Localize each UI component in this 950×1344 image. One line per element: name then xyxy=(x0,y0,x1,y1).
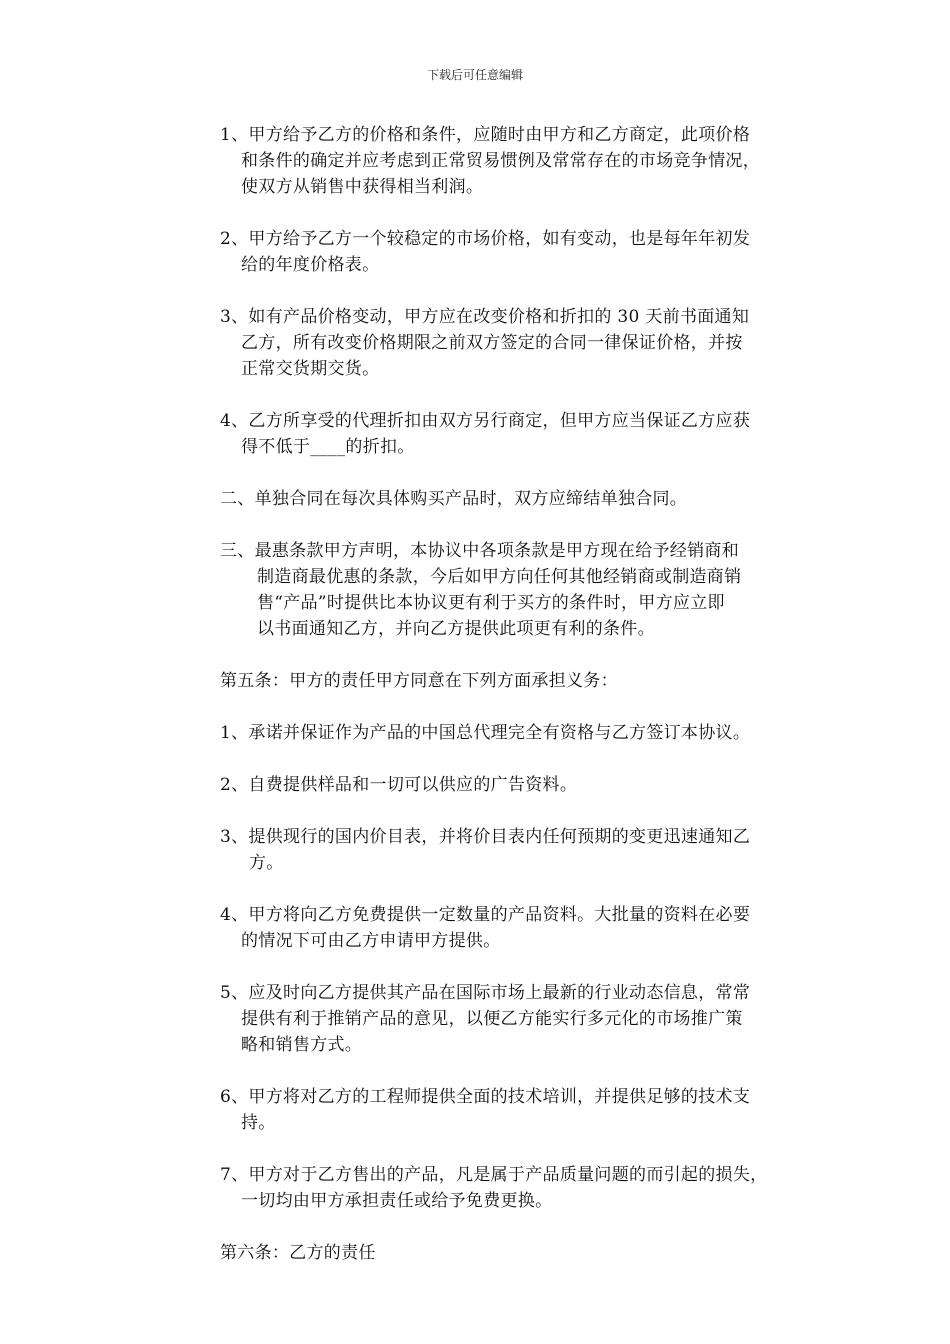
text-line: 4、乙方所享受的代理折扣由双方另行商定，但甲方应当保证乙方应获 xyxy=(220,411,751,431)
text-line: 得不低于____的折扣。 xyxy=(241,437,415,457)
text-line: 持。 xyxy=(241,1113,276,1133)
text-line: 三、最惠条款甲方声明，本协议中各项条款是甲方现在给予经销商和 xyxy=(220,541,739,561)
duty-item-5 xyxy=(220,980,820,1058)
text-line: 5、应及时向乙方提供其产品在国际市场上最新的行业动态信息，常常 xyxy=(220,983,751,1003)
duty-item-3 xyxy=(220,824,820,876)
text-line: 1、承诺并保证作为产品的中国总代理完全有资格与乙方签订本协议。 xyxy=(220,723,751,743)
text-line: 4、甲方将向乙方免费提供一定数量的产品资料。大批量的资料在必要 xyxy=(220,905,751,925)
text-line: 方。 xyxy=(249,853,284,873)
text-line: 3、如有产品价格变动，甲方应在改变价格和折扣的 30 天前书面通知 xyxy=(220,307,750,327)
text-line: 二、单独合同在每次具体购买产品时，双方应缔结单独合同。 xyxy=(220,489,688,509)
text-line: 一切均由甲方承担责任或给予免费更换。 xyxy=(241,1191,553,1211)
clause-most-favored xyxy=(220,538,820,642)
article-five-heading xyxy=(220,668,820,694)
duty-item-1 xyxy=(220,720,820,746)
text-line: 制造商最优惠的条款，今后如甲方向任何其他经销商或制造商销 xyxy=(257,567,742,587)
text-line: 乙方，所有改变价格期限之前双方签定的合同一律保证价格，并按 xyxy=(241,333,743,353)
duty-item-2 xyxy=(220,772,820,798)
text-line: 2、甲方给予乙方一个较稳定的市场价格，如有变动，也是每年年初发 xyxy=(220,229,751,249)
text-line: 2、自费提供样品和一切可以供应的广告资料。 xyxy=(220,775,578,795)
text-line: 给的年度价格表。 xyxy=(241,255,380,275)
text-line: 和条件的确定并应考虑到正常贸易惯例及常常存在的市场竞争情况， xyxy=(241,151,760,171)
clause-price-change xyxy=(220,304,820,382)
text-line: 3、提供现行的国内价目表，并将价目表内任何预期的变更迅速通知乙 xyxy=(220,827,751,847)
duty-item-7 xyxy=(220,1162,820,1214)
text-line: 7、甲方对于乙方售出的产品，凡是属于产品质量问题的而引起的损失， xyxy=(220,1165,768,1185)
text-line: 以书面通知乙方，并向乙方提供此项更有利的条件。 xyxy=(257,619,655,639)
page-header: 下载后可任意编辑 xyxy=(426,68,523,82)
text-line: 售“产品”时提供比本协议更有利于买方的条件时，甲方应立即 xyxy=(257,593,725,613)
clause-price-terms xyxy=(220,122,820,200)
document-body xyxy=(220,122,820,1292)
clause-agency-discount xyxy=(220,408,820,460)
clause-stable-price xyxy=(220,226,820,278)
text-line: 6、甲方将对乙方的工程师提供全面的技术培训，并提供足够的技术支 xyxy=(220,1087,751,1107)
duty-item-4 xyxy=(220,902,820,954)
text-line: 第五条：甲方的责任甲方同意在下列方面承担义务： xyxy=(220,671,618,691)
text-line: 第六条：乙方的责任 xyxy=(220,1243,376,1263)
text-line: 的情况下可由乙方申请甲方提供。 xyxy=(241,931,501,951)
text-line: 使双方从销售中获得相当利润。 xyxy=(241,177,484,197)
text-line: 略和销售方式。 xyxy=(241,1035,363,1055)
text-line: 正常交货期交货。 xyxy=(241,359,380,379)
duty-item-6 xyxy=(220,1084,820,1136)
clause-separate-contract xyxy=(220,486,820,512)
article-six-heading xyxy=(220,1240,820,1266)
text-line: 提供有利于推销产品的意见，以便乙方能实行多元化的市场推广策 xyxy=(241,1009,743,1029)
text-line: 1、甲方给予乙方的价格和条件，应随时由甲方和乙方商定，此项价格 xyxy=(220,125,751,145)
